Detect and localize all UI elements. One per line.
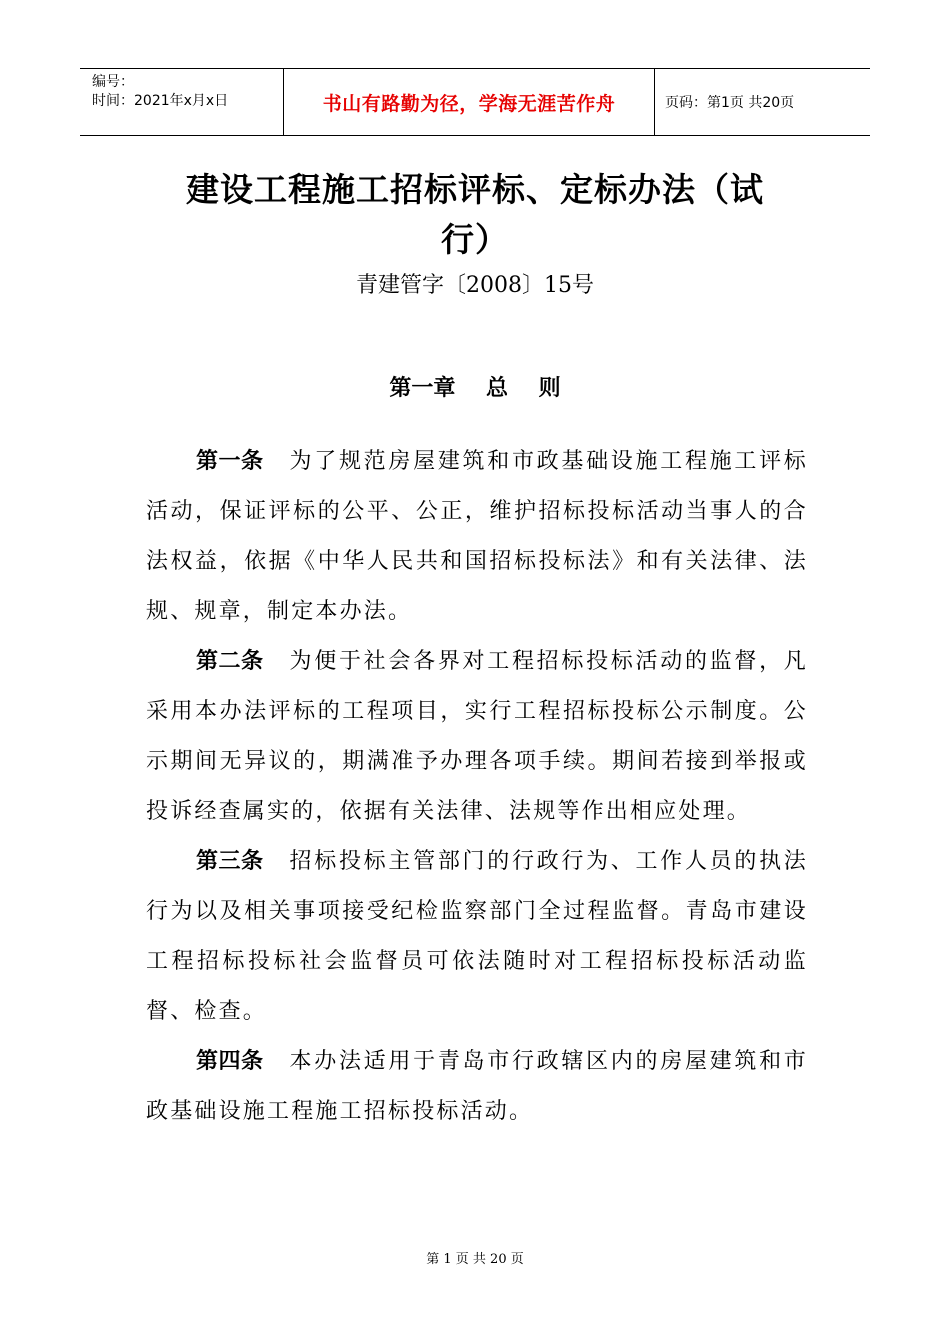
document-body bbox=[146, 437, 808, 1137]
document-number: 青建管字〔2008〕15号 bbox=[356, 273, 594, 298]
article-2 bbox=[146, 637, 808, 837]
page-footer: 第 1 页 共 20 页 bbox=[426, 1252, 524, 1267]
article-text: 本办法适用于青岛市行政辖区内的房屋建筑和市政基础设施工程施工招标投标活动。 bbox=[146, 1049, 808, 1124]
header-motto: 书山有路勤为径，学海无涯苦作舟 bbox=[283, 69, 655, 135]
article-label: 第一条 bbox=[196, 449, 264, 474]
time-label: 时间：2021年x月x日 bbox=[92, 93, 229, 109]
header-page-info: 页码：第1页 共20页 bbox=[665, 95, 795, 111]
page-header bbox=[80, 68, 870, 136]
article-label: 第三条 bbox=[196, 849, 264, 874]
article-1 bbox=[146, 437, 808, 637]
article-text: 为了规范房屋建筑和市政基础设施工程施工评标活动，保证评标的公平、公正，维护招标投标活动当事人的合法权益，依据《中华人民共和国招标投标法》和有关法律、法规、规章，制定本办法。 bbox=[146, 449, 808, 624]
header-meta bbox=[80, 69, 283, 135]
article-4 bbox=[146, 1037, 808, 1137]
article-text: 为便于社会各界对工程招标投标活动的监督，凡采用本办法评标的工程项目，实行工程招标投标公示制度。公示期间无异议的，期满准予办理各项手续。期间若接到举报或投诉经查属实的，依据有关法律、法规等作出相应处理。 bbox=[146, 649, 808, 824]
article-3 bbox=[146, 837, 808, 1037]
article-text: 招标投标主管部门的行政行为、工作人员的执法行为以及相关事项接受纪检监察部门全过程监督。青岛市建设工程招标投标社会监督员可依法随时对工程招标投标活动监督、检查。 bbox=[146, 849, 808, 1024]
number-label: 编号： bbox=[92, 74, 134, 90]
chapter-heading: 第一章 总 则 bbox=[389, 376, 561, 401]
document-title-line-2: 行） bbox=[441, 220, 509, 259]
article-label: 第二条 bbox=[196, 649, 264, 674]
article-label: 第四条 bbox=[196, 1049, 264, 1074]
document-title-line-1: 建设工程施工招标评标、定标办法（试 bbox=[186, 170, 764, 209]
